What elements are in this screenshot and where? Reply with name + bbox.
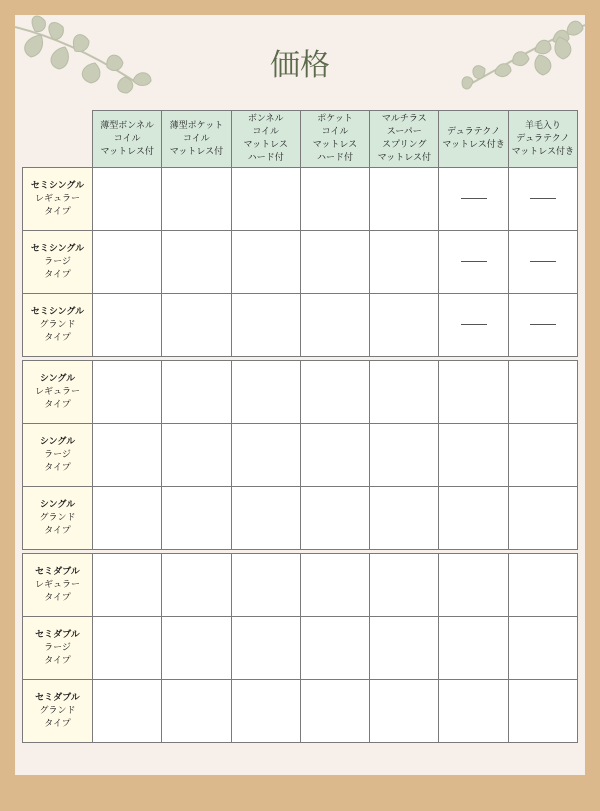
table-row xyxy=(23,617,578,680)
table-row xyxy=(23,294,578,357)
price-cell xyxy=(370,617,439,680)
row-header xyxy=(23,424,93,487)
row-type-label: グランド タイプ xyxy=(39,319,76,343)
price-cell xyxy=(439,554,508,617)
price-cell xyxy=(93,680,162,743)
price-cell xyxy=(231,231,300,294)
table-row xyxy=(23,168,578,231)
price-cell xyxy=(300,361,369,424)
table-row xyxy=(23,424,578,487)
price-cell xyxy=(439,294,508,357)
column-header: ポケット コイル マットレス ハード付 xyxy=(300,111,369,168)
price-cell xyxy=(508,168,577,231)
price-cell xyxy=(370,554,439,617)
price-cell xyxy=(508,680,577,743)
price-cell xyxy=(439,487,508,550)
price-cell xyxy=(508,361,577,424)
price-cell xyxy=(162,294,231,357)
row-header xyxy=(23,361,93,424)
price-cell xyxy=(300,231,369,294)
price-cell xyxy=(93,361,162,424)
price-cell xyxy=(231,680,300,743)
price-cell xyxy=(370,231,439,294)
price-table xyxy=(22,110,578,743)
column-header: 薄型ポケット コイル マットレス付 xyxy=(162,111,231,168)
row-type-label: レギュラー タイプ xyxy=(34,193,80,217)
price-cell xyxy=(300,680,369,743)
not-available-dash xyxy=(461,198,487,199)
price-cell xyxy=(162,680,231,743)
price-cell xyxy=(508,231,577,294)
price-cell xyxy=(370,487,439,550)
table-body xyxy=(23,168,578,743)
table-row xyxy=(23,361,578,424)
price-cell xyxy=(300,487,369,550)
price-cell xyxy=(439,168,508,231)
row-type-label: レギュラー タイプ xyxy=(34,579,80,603)
row-size-label: シングル xyxy=(39,436,76,447)
not-available-dash xyxy=(461,261,487,262)
price-cell xyxy=(162,361,231,424)
price-cell xyxy=(162,617,231,680)
price-cell xyxy=(370,424,439,487)
price-cell xyxy=(231,168,300,231)
price-cell xyxy=(231,294,300,357)
row-size-label: シングル xyxy=(39,499,76,510)
page-title: 価格 xyxy=(270,48,330,83)
price-cell xyxy=(231,487,300,550)
row-type-label: レギュラー タイプ xyxy=(34,386,80,410)
price-cell xyxy=(439,231,508,294)
price-cell xyxy=(300,294,369,357)
price-cell xyxy=(508,294,577,357)
row-size-label: シングル xyxy=(39,373,76,384)
price-cell xyxy=(93,168,162,231)
row-type-label: グランド タイプ xyxy=(39,512,76,536)
column-header: デュラテクノ マットレス付き xyxy=(439,111,508,168)
price-cell xyxy=(300,554,369,617)
price-cell xyxy=(370,294,439,357)
price-cell xyxy=(439,424,508,487)
not-available-dash xyxy=(530,198,556,199)
table-row xyxy=(23,554,578,617)
row-header xyxy=(23,168,93,231)
price-cell xyxy=(370,680,439,743)
header-row xyxy=(23,111,578,168)
price-cell xyxy=(370,168,439,231)
price-cell xyxy=(370,361,439,424)
column-header: ボンネル コイル マットレス ハード付 xyxy=(231,111,300,168)
column-header: 羊毛入り デュラテクノ マットレス付き xyxy=(508,111,577,168)
not-available-dash xyxy=(530,324,556,325)
table-row xyxy=(23,231,578,294)
price-cell xyxy=(439,361,508,424)
price-cell xyxy=(93,487,162,550)
row-size-label: セミダブル xyxy=(35,566,80,577)
price-cell xyxy=(508,617,577,680)
price-cell xyxy=(93,231,162,294)
row-size-label: セミシングル xyxy=(30,243,85,254)
row-type-label: ラージ タイプ xyxy=(44,449,71,473)
price-cell xyxy=(162,424,231,487)
price-cell xyxy=(508,487,577,550)
price-cell xyxy=(508,554,577,617)
price-cell xyxy=(93,554,162,617)
price-cell xyxy=(93,617,162,680)
row-header xyxy=(23,680,93,743)
row-size-label: セミダブル xyxy=(35,692,80,703)
table-corner xyxy=(23,111,93,168)
price-cell xyxy=(439,617,508,680)
row-header xyxy=(23,554,93,617)
price-cell xyxy=(300,168,369,231)
price-cell xyxy=(300,424,369,487)
price-cell xyxy=(231,617,300,680)
row-size-label: セミシングル xyxy=(30,306,85,317)
row-type-label: ラージ タイプ xyxy=(44,256,71,280)
price-cell xyxy=(508,424,577,487)
column-header: 薄型ボンネル コイル マットレス付 xyxy=(93,111,162,168)
row-size-label: セミダブル xyxy=(35,629,80,640)
price-cell xyxy=(162,231,231,294)
row-type-label: ラージ タイプ xyxy=(44,642,71,666)
price-cell xyxy=(93,294,162,357)
price-cell xyxy=(231,554,300,617)
table-row xyxy=(23,680,578,743)
price-cell xyxy=(231,424,300,487)
price-cell xyxy=(162,168,231,231)
price-cell xyxy=(231,361,300,424)
column-header: マルチラス スーパー スプリング マットレス付 xyxy=(370,111,439,168)
price-cell xyxy=(439,680,508,743)
price-cell xyxy=(162,554,231,617)
price-cell xyxy=(300,617,369,680)
row-header xyxy=(23,487,93,550)
row-size-label: セミシングル xyxy=(30,180,85,191)
row-header xyxy=(23,231,93,294)
price-cell xyxy=(162,487,231,550)
not-available-dash xyxy=(530,261,556,262)
row-type-label: グランド タイプ xyxy=(39,705,76,729)
table-row xyxy=(23,487,578,550)
row-header xyxy=(23,294,93,357)
not-available-dash xyxy=(461,324,487,325)
price-cell xyxy=(93,424,162,487)
row-header xyxy=(23,617,93,680)
